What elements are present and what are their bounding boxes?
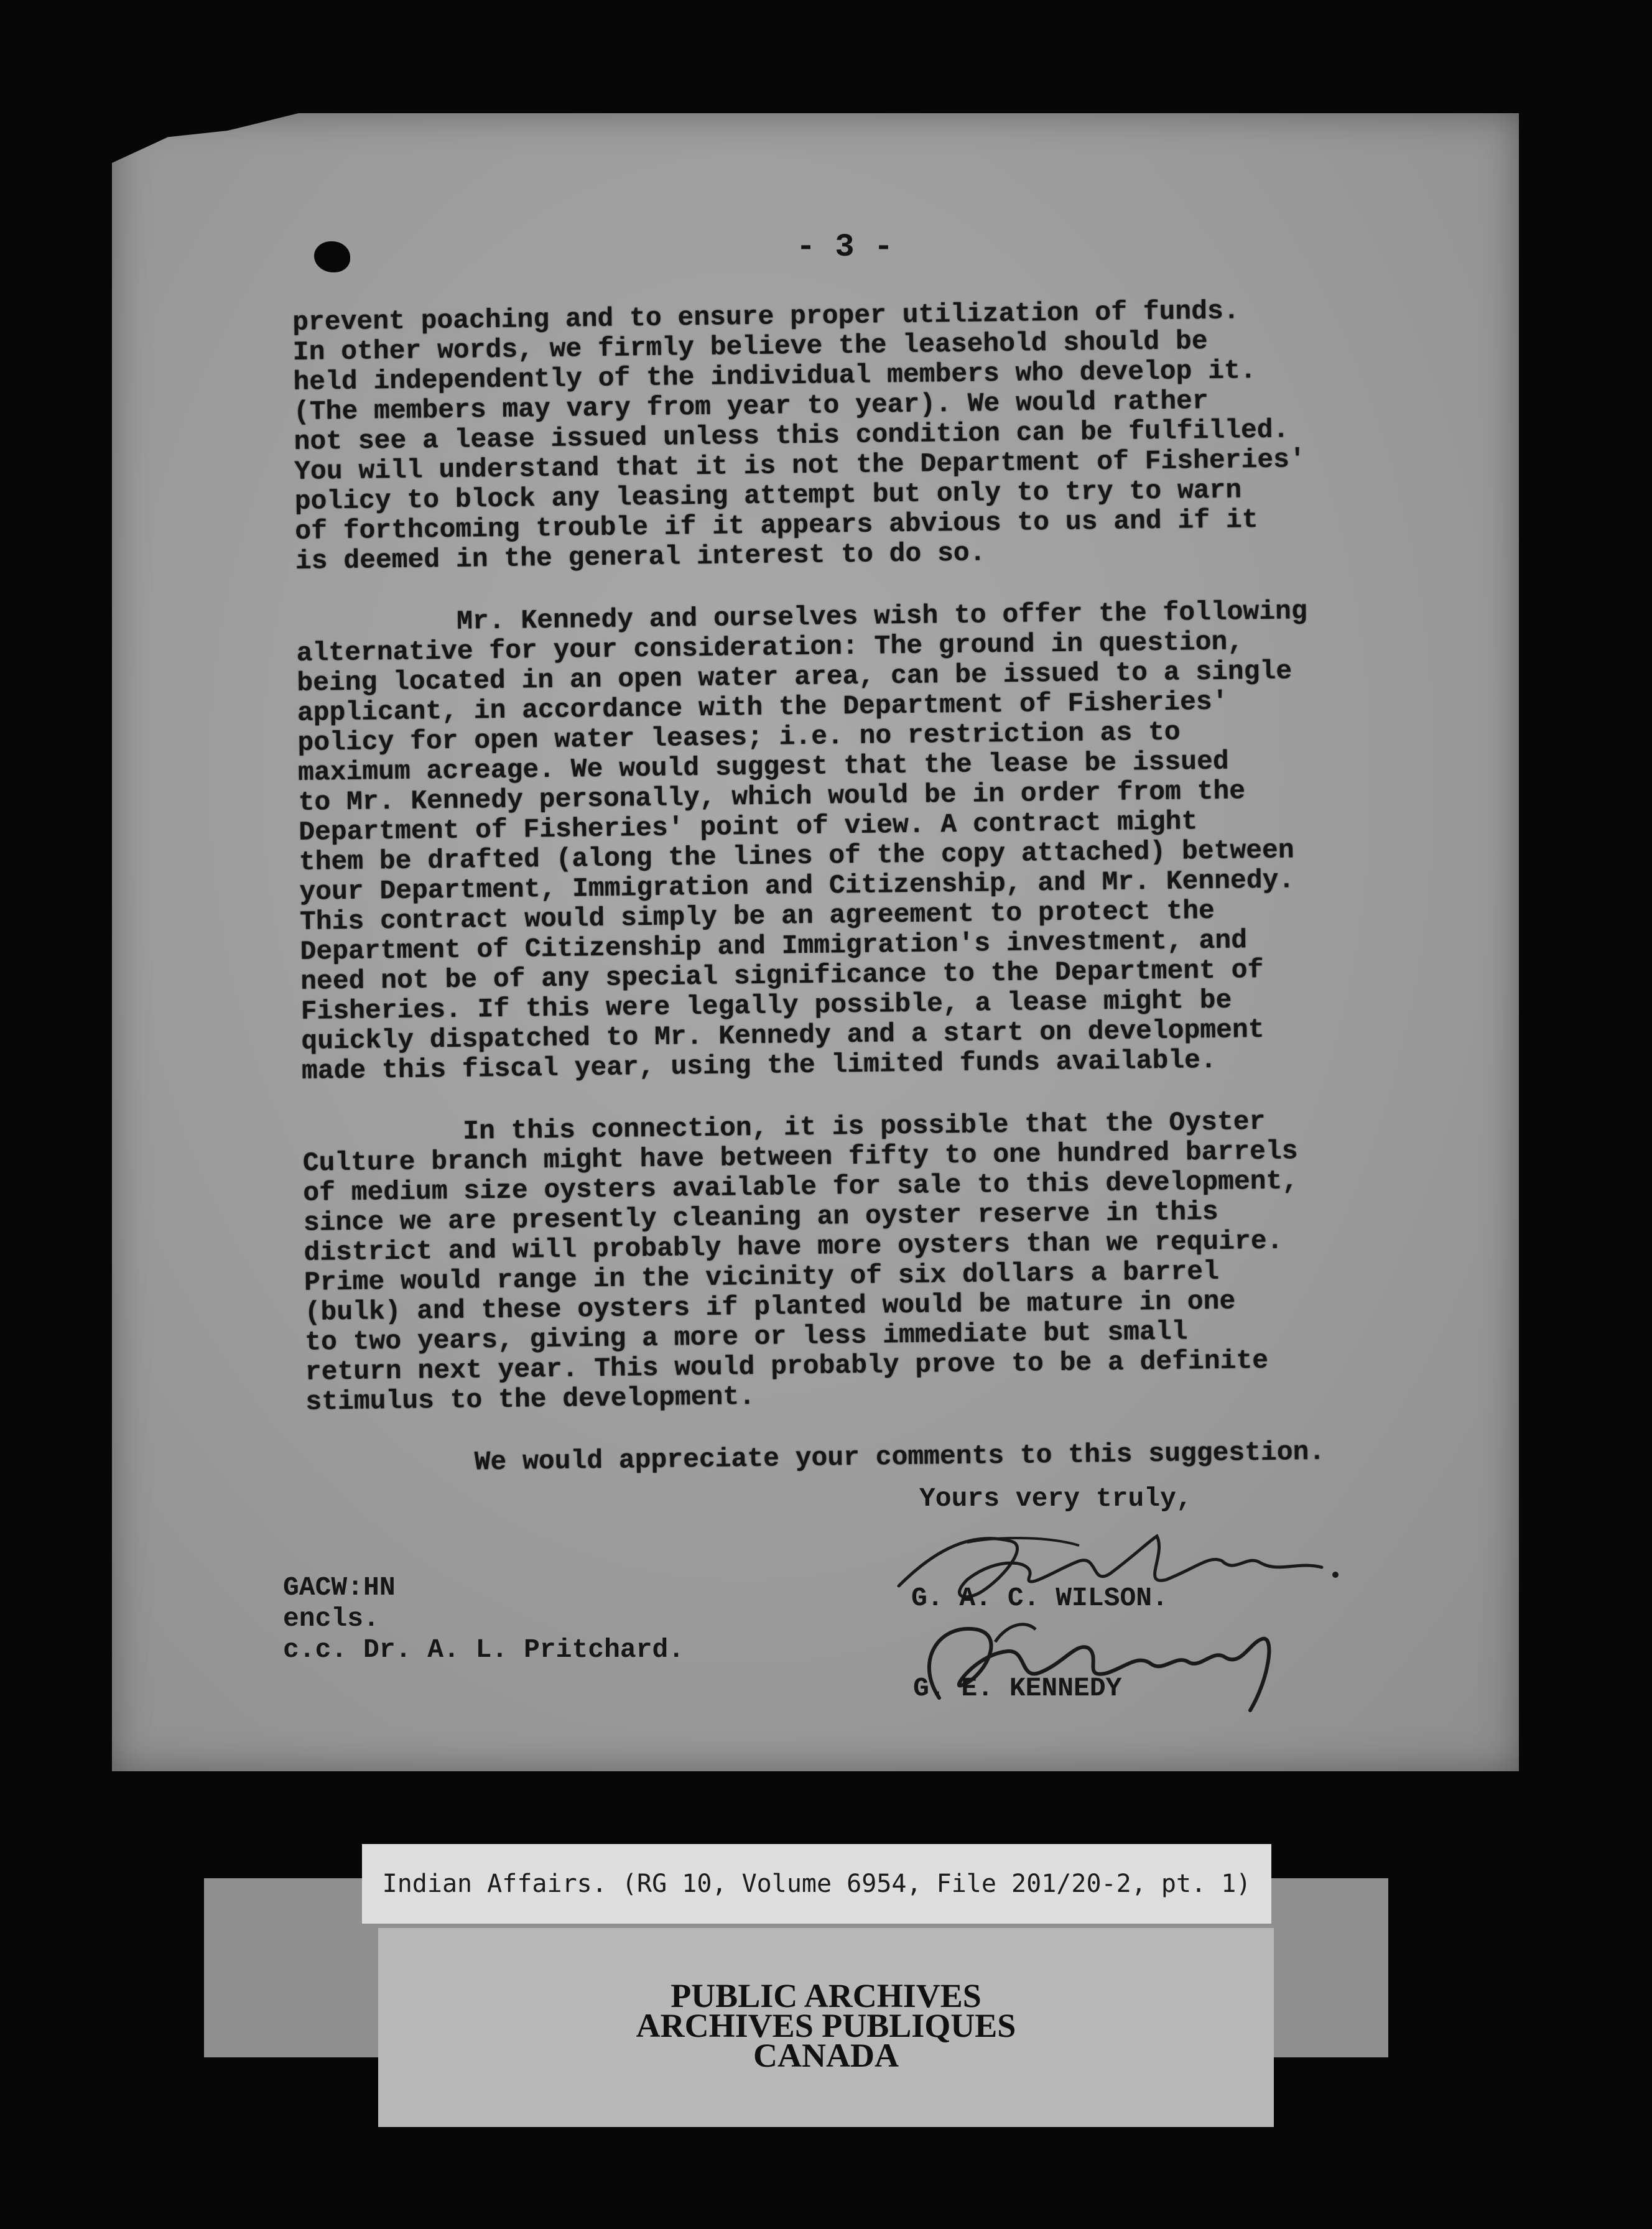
archive-stamp	[378, 1977, 1274, 2074]
signer-kennedy: G. E. KENNEDY	[913, 1673, 1122, 1703]
archive-stamp-line-1: PUBLIC ARCHIVES	[671, 1977, 981, 2014]
signature-kennedy	[902, 1605, 1300, 1723]
archive-stamp-line-2: ARCHIVES PUBLIQUES	[636, 2007, 1016, 2044]
reference-enclosures: encls.	[283, 1603, 379, 1634]
signer-wilson: G. A. C. WILSON.	[911, 1583, 1168, 1613]
valediction: Yours very truly,	[919, 1483, 1192, 1514]
archive-caption-slip	[362, 1844, 1271, 1924]
paragraph-2: Mr. Kennedy and ourselves wish to offer the following alternative for your consideration: The ground in question, being located in an open water area, can be issued to a single applicant, in accordance with the Department of Fisheries' policy for open water leases; i.e. no restriction as to maximum acreage. We would suggest that the lease be issued to Mr. Kennedy personally, which would be in order from the Department of Fisheries' point of view. A contract might them be drafted (along the lines of the copy attached) between your Department, Immigration and Citizenship, and Mr. Kennedy. This contract would simply be an agreement to protect the Department of Citizenship and Immigration's investment, and need not be of any special significance to the Department of Fisheries. If this were legally possible, a lease might be quickly dispatched to Mr. Kennedy and a start on development made this fiscal year, using the limited funds available.	[295, 596, 1308, 1087]
punch-hole	[314, 241, 350, 272]
archive-caption: Indian Affairs. (RG 10, Volume 6954, File 201/20-2, pt. 1)	[382, 1870, 1251, 1898]
archive-stamp-line-3: CANADA	[753, 2037, 899, 2074]
reference-cc: c.c. Dr. A. L. Pritchard.	[283, 1634, 685, 1665]
paragraph-1: prevent poaching and to ensure proper utilization of funds. In other words, we firmly believe the leasehold should be held independently of the individual members who develop it. (The members may vary from year to year). We would rather not see a lease issued unless this condition can be fulfilled. You will understand that it is not the Department of Fisheries' policy to block any leasing attempt but only to try to warn of forthcoming trouble if it appears abvious to us and if it is deemed in the general interest to do so.	[292, 295, 1306, 577]
paragraph-3: In this connection, it is possible that the Oyster Culture branch might have between fifty to one hundred barrels of medium size oysters available for sale to this development, since we are presently cleaning an oyster reserve in this district and will probably have more oysters than we require. Prime would range in the vicinity of six dollars a barrel (bulk) and these oysters if planted would be mature in one to two years, giving a more or less immediate but small return next year. This would probably prove to be a definite stimulus to the development.	[302, 1106, 1299, 1417]
page-number: - 3 -	[796, 229, 894, 266]
closing-request: We would appreciate your comments to this suggestion.	[474, 1436, 1325, 1478]
reference-initials: GACW:HN	[283, 1572, 396, 1603]
reference-block	[283, 1572, 684, 1666]
letter-body	[292, 294, 1445, 1480]
